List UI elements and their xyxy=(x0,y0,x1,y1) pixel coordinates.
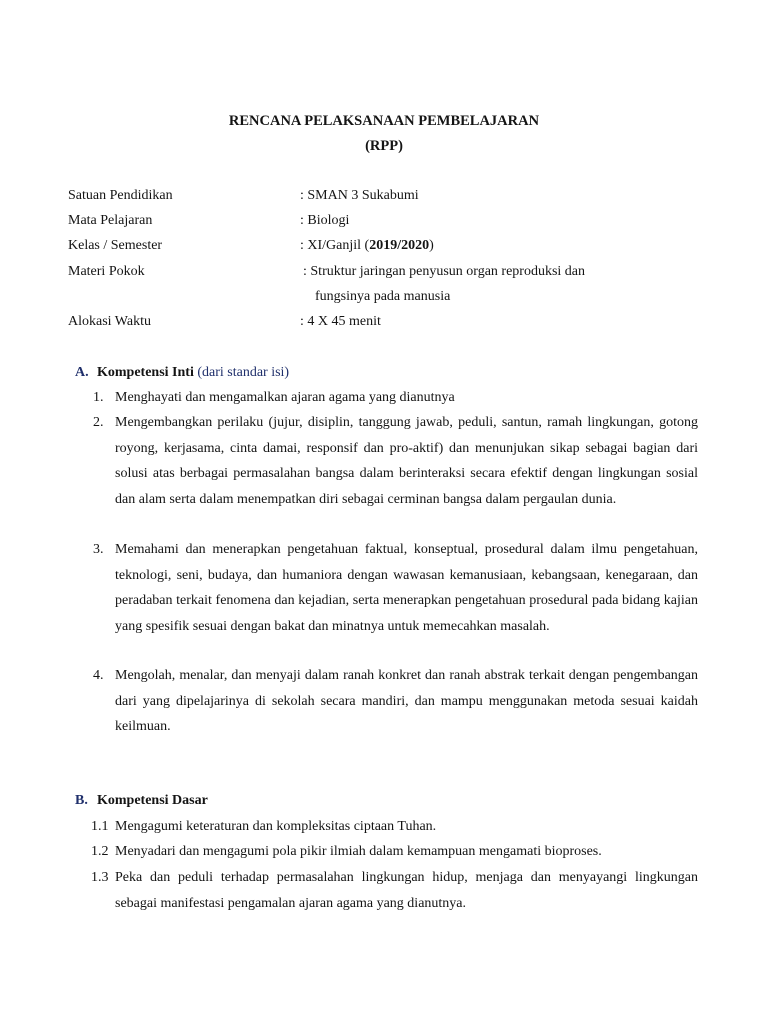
section-a-letter: A. xyxy=(75,365,89,380)
mata-pelajaran-label: Mata Pelajaran xyxy=(68,213,153,228)
ki-text: Menghayati dan mengamalkan ajaran agama yang dianutnya xyxy=(115,390,455,405)
document-subtitle: (RPP) xyxy=(365,138,403,154)
kd-text: Menyadari dan mengagumi pola pikir ilmiah dalam kemampuan mengamati bioproses. xyxy=(115,844,602,859)
mata-pelajaran-value: : Biologi xyxy=(300,213,350,228)
kelas-semester-label: Kelas / Semester xyxy=(68,238,163,253)
kelas-year: 2019/2020 xyxy=(369,238,430,253)
kd-text: Peka dan peduli terhadap permasalahan lingkungan hidup, menjaga dan menyayangi lingkungan sebagai manifestasi pengamalan ajaran agama yang dianutnya. xyxy=(115,870,698,911)
kd-number: 1.1 xyxy=(91,819,109,834)
kd-number: 1.2 xyxy=(91,844,109,859)
kelas-suffix: ) xyxy=(429,238,434,253)
alokasi-waktu-value: : 4 X 45 menit xyxy=(300,314,381,329)
section-b-title: Kompetensi Dasar xyxy=(97,793,208,808)
kelas-semester-value xyxy=(300,238,434,254)
ki-number: 1. xyxy=(93,390,104,405)
kd-text: Mengagumi keteraturan dan kompleksitas ciptaan Tuhan. xyxy=(115,819,437,834)
ki-number: 2. xyxy=(93,415,104,430)
materi-pokok-value-line2: fungsinya pada manusia xyxy=(315,289,451,304)
ki-number: 3. xyxy=(93,542,104,557)
ki-text: Mengolah, menalar, dan menyaji dalam ranah konkret dan ranah abstrak terkait dengan pengembangan dari yang dipelajarinya di sekolah secara mandiri, dan mampu menggunakan metoda sesuai kaidah keilmuan. xyxy=(115,668,698,734)
section-b-heading xyxy=(75,793,208,809)
kd-number: 1.3 xyxy=(91,870,109,885)
kelas-prefix: : XI/Ganjil ( xyxy=(300,238,370,253)
satuan-pendidikan-value: : SMAN 3 Sukabumi xyxy=(300,188,419,203)
satuan-pendidikan-label: Satuan Pendidikan xyxy=(68,188,173,203)
document-title: RENCANA PELAKSANAAN PEMBELAJARAN xyxy=(228,113,540,129)
section-a-heading xyxy=(75,365,289,381)
ki-text: Mengembangkan perilaku (jujur, disiplin, tanggung jawab, peduli, santun, ramah lingkungan, gotong royong, kerjasama, cinta damai, responsif dan pro-aktif) dan menunjukan sikap sebagai bagian dari solusi atas berbagai permasalahan bangsa dalam berinteraksi secara efektif dengan lingkungan sosial dan alam serta dalam menempatkan diri sebagai cerminan bangsa dalam pergaulan dunia. xyxy=(115,415,698,507)
materi-pokok-value-line1: : Struktur jaringan penyusun organ reproduksi dan xyxy=(303,264,586,279)
materi-pokok-label: Materi Pokok xyxy=(68,264,145,279)
section-a-title: Kompetensi Inti xyxy=(97,365,194,380)
alokasi-waktu-label: Alokasi Waktu xyxy=(68,314,151,329)
section-b-letter: B. xyxy=(75,793,88,808)
section-a-note: (dari standar isi) xyxy=(197,365,290,380)
ki-number: 4. xyxy=(93,668,104,683)
ki-text: Memahami dan menerapkan pengetahuan faktual, konseptual, prosedural dalam ilmu pengetahuan, teknologi, seni, budaya, dan humaniora dengan wawasan kemanusiaan, kebangsaan, kenegaraan, dan peradaban terkait fenomena dan kejadian, serta menerapkan pengetahuan prosedural pada bidang kajian yang spesifik sesuai dengan bakat dan minatnya untuk memecahkan masalah. xyxy=(115,542,698,634)
